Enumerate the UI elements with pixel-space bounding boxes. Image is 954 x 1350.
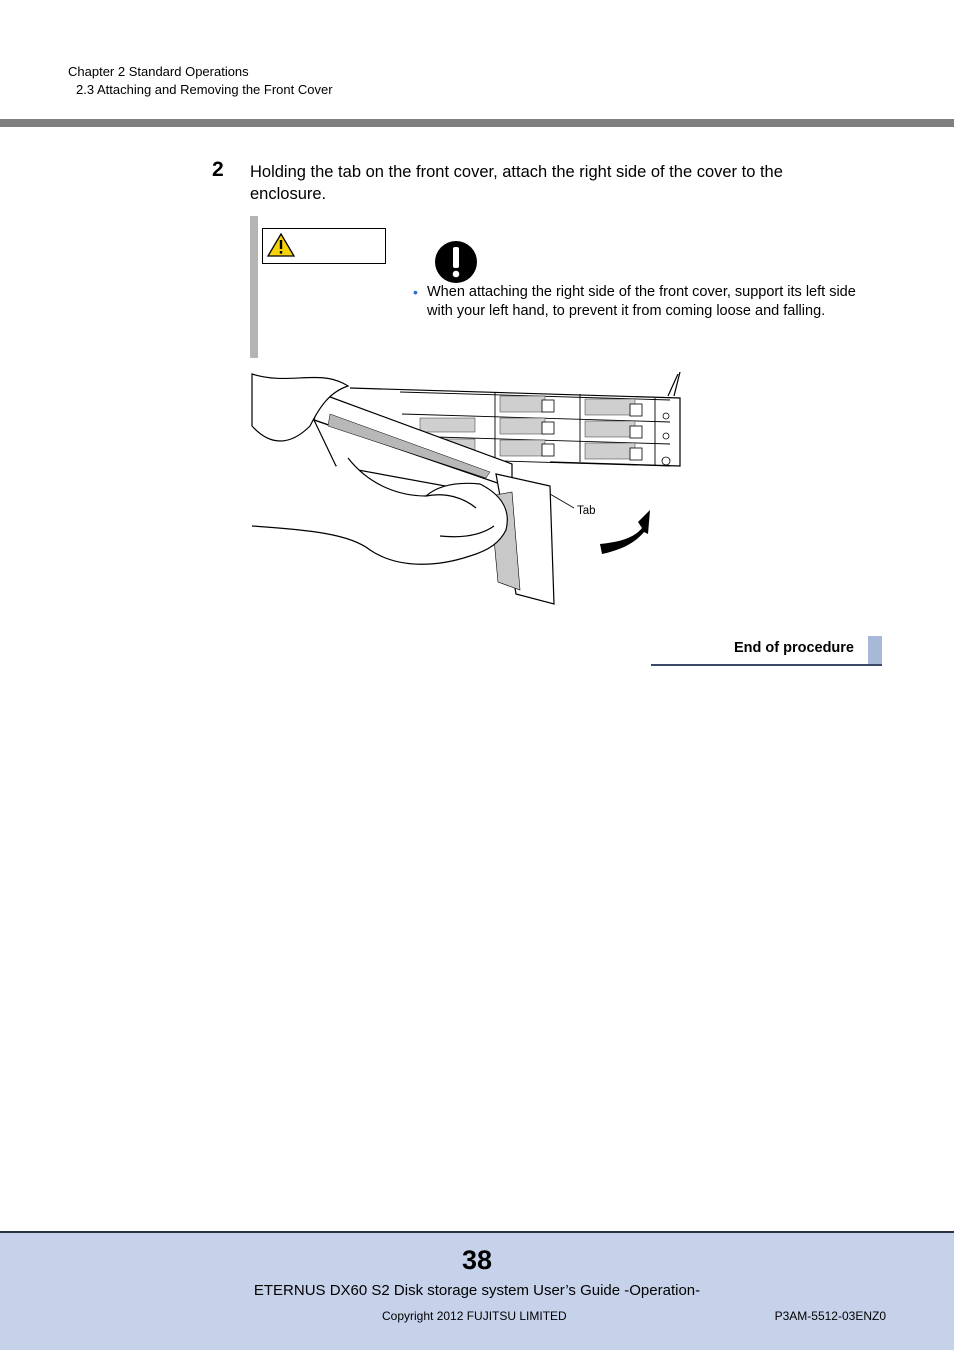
front-cover-illustration bbox=[250, 366, 690, 611]
header-rule bbox=[0, 119, 954, 127]
caution-sidebar bbox=[250, 216, 258, 358]
header-section: 2.3 Attaching and Removing the Front Cover bbox=[76, 82, 333, 97]
page-number: 38 bbox=[461, 1245, 493, 1275]
prohibition-exclamation-icon bbox=[434, 240, 478, 284]
end-of-procedure-tab bbox=[868, 636, 882, 664]
caution-label-box bbox=[262, 228, 386, 264]
header-chapter: Chapter 2 Standard Operations bbox=[68, 64, 249, 79]
caution-bullet-text: When attaching the right side of the front cover, support its left side with your left hand, to prevent it from coming loose and falling. bbox=[427, 284, 856, 319]
end-of-procedure-label: End of procedure bbox=[733, 640, 854, 656]
warning-triangle-icon bbox=[267, 233, 295, 257]
document-code: P3AM-5512-03ENZ0 bbox=[774, 1309, 886, 1323]
step-text: Holding the tab on the front cover, attach the right side of the cover to the enclosure. bbox=[250, 163, 783, 203]
copyright: Copyright 2012 FUJITSU LIMITED bbox=[382, 1309, 567, 1323]
footer-rule bbox=[0, 1231, 954, 1233]
bullet-marker: • bbox=[413, 284, 418, 300]
tab-callout-label: Tab bbox=[577, 505, 596, 517]
page-footer bbox=[0, 1231, 954, 1350]
document-title: ETERNUS DX60 S2 Disk storage system User’s Guide -Operation- bbox=[253, 1282, 701, 1299]
step-number: 2 bbox=[212, 158, 224, 181]
end-of-procedure-rule bbox=[651, 664, 882, 666]
end-of-procedure-marker bbox=[651, 636, 882, 666]
